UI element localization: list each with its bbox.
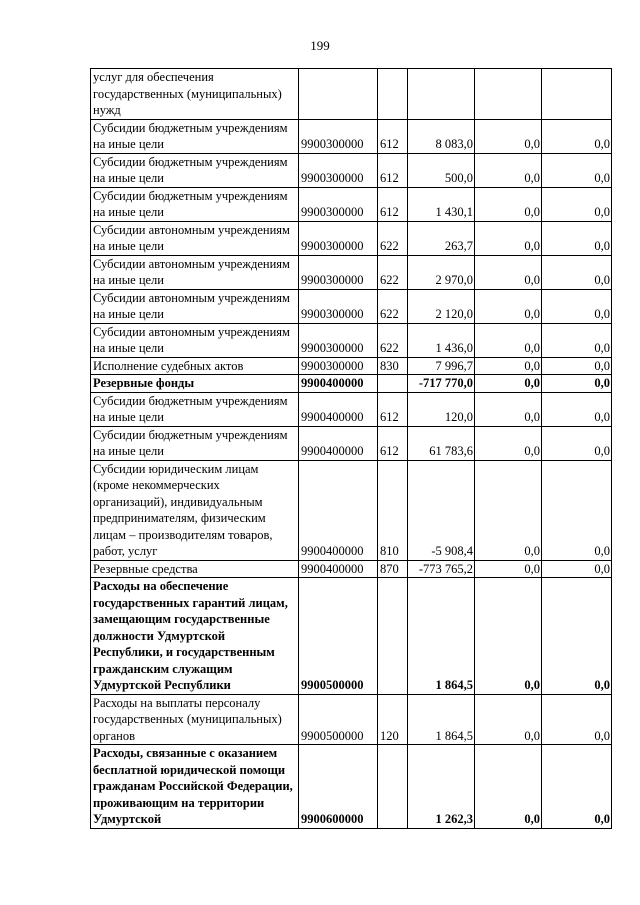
expense-type-cell: 810 xyxy=(378,460,408,560)
amount-3-cell: 0,0 xyxy=(542,357,612,375)
target-code-cell: 9900300000 xyxy=(299,221,378,255)
table-row xyxy=(91,745,612,829)
expense-type-cell: 622 xyxy=(378,221,408,255)
target-code-cell: 9900300000 xyxy=(299,187,378,221)
amount-2-cell: 0,0 xyxy=(475,460,542,560)
expense-name-cell: Резервные средства xyxy=(91,560,299,578)
amount-3-cell: 0,0 xyxy=(542,460,612,560)
table-row xyxy=(91,460,612,560)
amount-cell: 2 970,0 xyxy=(408,255,475,289)
expense-name-cell: Расходы, связанные с оказанием бесплатной юридической помощи гражданам Российской Федерации, проживающим на территории Удмуртской xyxy=(91,745,299,829)
amount-2-cell: 0,0 xyxy=(475,392,542,426)
amount-3-cell: 0,0 xyxy=(542,745,612,829)
amount-3-cell: 0,0 xyxy=(542,221,612,255)
amount-cell: -5 908,4 xyxy=(408,460,475,560)
expense-name-cell: Субсидии бюджетным учреждениям на иные цели xyxy=(91,392,299,426)
amount-3-cell: 0,0 xyxy=(542,255,612,289)
amount-cell: 8 083,0 xyxy=(408,119,475,153)
amount-cell: 1 436,0 xyxy=(408,323,475,357)
table-row xyxy=(91,221,612,255)
expense-name-cell: Субсидии бюджетным учреждениям на иные цели xyxy=(91,187,299,221)
expense-name-cell: Субсидии юридическим лицам (кроме некоммерческих организаций), индивидуальным предпринимателям, физическим лицам – производителям товаров, работ, услуг xyxy=(91,460,299,560)
amount-2-cell: 0,0 xyxy=(475,357,542,375)
expense-type-cell: 612 xyxy=(378,187,408,221)
amount-3-cell xyxy=(542,69,612,120)
budget-table-body xyxy=(91,69,612,829)
expense-type-cell: 120 xyxy=(378,694,408,745)
expense-name-cell: услуг для обеспечения государственных (муниципальных) нужд xyxy=(91,69,299,120)
target-code-cell: 9900500000 xyxy=(299,578,378,695)
amount-3-cell: 0,0 xyxy=(542,119,612,153)
amount-3-cell: 0,0 xyxy=(542,392,612,426)
amount-cell: 120,0 xyxy=(408,392,475,426)
table-row xyxy=(91,323,612,357)
expense-type-cell: 612 xyxy=(378,119,408,153)
expense-type-cell xyxy=(378,375,408,393)
expense-name-cell: Субсидии автономным учреждениям на иные цели xyxy=(91,289,299,323)
amount-2-cell: 0,0 xyxy=(475,694,542,745)
expense-name-cell: Субсидии автономным учреждениям на иные цели xyxy=(91,221,299,255)
table-row xyxy=(91,375,612,393)
expense-name-cell: Исполнение судебных актов xyxy=(91,357,299,375)
amount-3-cell: 0,0 xyxy=(542,560,612,578)
expense-name-cell: Расходы на обеспечение государственных гарантий лицам, замещающим государственные должности Удмуртской Республики, и государственным гражданским служащим Удмуртской Республики xyxy=(91,578,299,695)
table-row xyxy=(91,578,612,695)
target-code-cell xyxy=(299,69,378,120)
expense-type-cell: 612 xyxy=(378,153,408,187)
amount-2-cell: 0,0 xyxy=(475,323,542,357)
amount-2-cell: 0,0 xyxy=(475,578,542,695)
amount-3-cell: 0,0 xyxy=(542,187,612,221)
target-code-cell: 9900300000 xyxy=(299,323,378,357)
amount-cell: -717 770,0 xyxy=(408,375,475,393)
amount-2-cell: 0,0 xyxy=(475,255,542,289)
table-row xyxy=(91,187,612,221)
amount-2-cell xyxy=(475,69,542,120)
amount-cell: 7 996,7 xyxy=(408,357,475,375)
table-row xyxy=(91,255,612,289)
target-code-cell: 9900300000 xyxy=(299,357,378,375)
target-code-cell: 9900300000 xyxy=(299,289,378,323)
amount-cell: 500,0 xyxy=(408,153,475,187)
amount-3-cell: 0,0 xyxy=(542,578,612,695)
amount-2-cell: 0,0 xyxy=(475,375,542,393)
amount-cell: 1 430,1 xyxy=(408,187,475,221)
target-code-cell: 9900400000 xyxy=(299,560,378,578)
amount-2-cell: 0,0 xyxy=(475,745,542,829)
amount-2-cell: 0,0 xyxy=(475,153,542,187)
expense-type-cell: 622 xyxy=(378,323,408,357)
table-row xyxy=(91,426,612,460)
page-number: 199 xyxy=(310,38,330,53)
expense-type-cell: 870 xyxy=(378,560,408,578)
amount-3-cell: 0,0 xyxy=(542,323,612,357)
expense-type-cell: 612 xyxy=(378,392,408,426)
amount-cell: 1 864,5 xyxy=(408,694,475,745)
target-code-cell: 9900400000 xyxy=(299,426,378,460)
amount-2-cell: 0,0 xyxy=(475,289,542,323)
expense-type-cell: 622 xyxy=(378,255,408,289)
amount-cell: -773 765,2 xyxy=(408,560,475,578)
amount-cell: 1 864,5 xyxy=(408,578,475,695)
amount-2-cell: 0,0 xyxy=(475,221,542,255)
table-row xyxy=(91,392,612,426)
amount-2-cell: 0,0 xyxy=(475,187,542,221)
expense-name-cell: Субсидии бюджетным учреждениям на иные цели xyxy=(91,119,299,153)
amount-3-cell: 0,0 xyxy=(542,153,612,187)
amount-2-cell: 0,0 xyxy=(475,119,542,153)
table-row xyxy=(91,560,612,578)
expense-type-cell: 830 xyxy=(378,357,408,375)
target-code-cell: 9900400000 xyxy=(299,375,378,393)
expense-type-cell: 622 xyxy=(378,289,408,323)
amount-cell: 2 120,0 xyxy=(408,289,475,323)
amount-3-cell: 0,0 xyxy=(542,426,612,460)
expense-name-cell: Субсидии автономным учреждениям на иные цели xyxy=(91,323,299,357)
expense-name-cell: Резервные фонды xyxy=(91,375,299,393)
target-code-cell: 9900300000 xyxy=(299,255,378,289)
target-code-cell: 9900500000 xyxy=(299,694,378,745)
target-code-cell: 9900300000 xyxy=(299,153,378,187)
expense-name-cell: Субсидии автономным учреждениям на иные цели xyxy=(91,255,299,289)
target-code-cell: 9900400000 xyxy=(299,392,378,426)
amount-3-cell: 0,0 xyxy=(542,694,612,745)
amount-cell xyxy=(408,69,475,120)
table-row xyxy=(91,153,612,187)
amount-3-cell: 0,0 xyxy=(542,289,612,323)
expense-type-cell xyxy=(378,69,408,120)
target-code-cell: 9900300000 xyxy=(299,119,378,153)
amount-2-cell: 0,0 xyxy=(475,426,542,460)
expense-name-cell: Субсидии бюджетным учреждениям на иные цели xyxy=(91,426,299,460)
amount-cell: 263,7 xyxy=(408,221,475,255)
expense-name-cell: Субсидии бюджетным учреждениям на иные цели xyxy=(91,153,299,187)
table-row xyxy=(91,289,612,323)
amount-3-cell: 0,0 xyxy=(542,375,612,393)
amount-cell: 1 262,3 xyxy=(408,745,475,829)
target-code-cell: 9900600000 xyxy=(299,745,378,829)
table-row xyxy=(91,694,612,745)
expense-type-cell: 612 xyxy=(378,426,408,460)
target-code-cell: 9900400000 xyxy=(299,460,378,560)
budget-table xyxy=(90,68,612,829)
table-row xyxy=(91,357,612,375)
expense-type-cell xyxy=(378,745,408,829)
amount-cell: 61 783,6 xyxy=(408,426,475,460)
amount-2-cell: 0,0 xyxy=(475,560,542,578)
table-row xyxy=(91,119,612,153)
table-row xyxy=(91,69,612,120)
expense-name-cell: Расходы на выплаты персоналу государственных (муниципальных) органов xyxy=(91,694,299,745)
expense-type-cell xyxy=(378,578,408,695)
